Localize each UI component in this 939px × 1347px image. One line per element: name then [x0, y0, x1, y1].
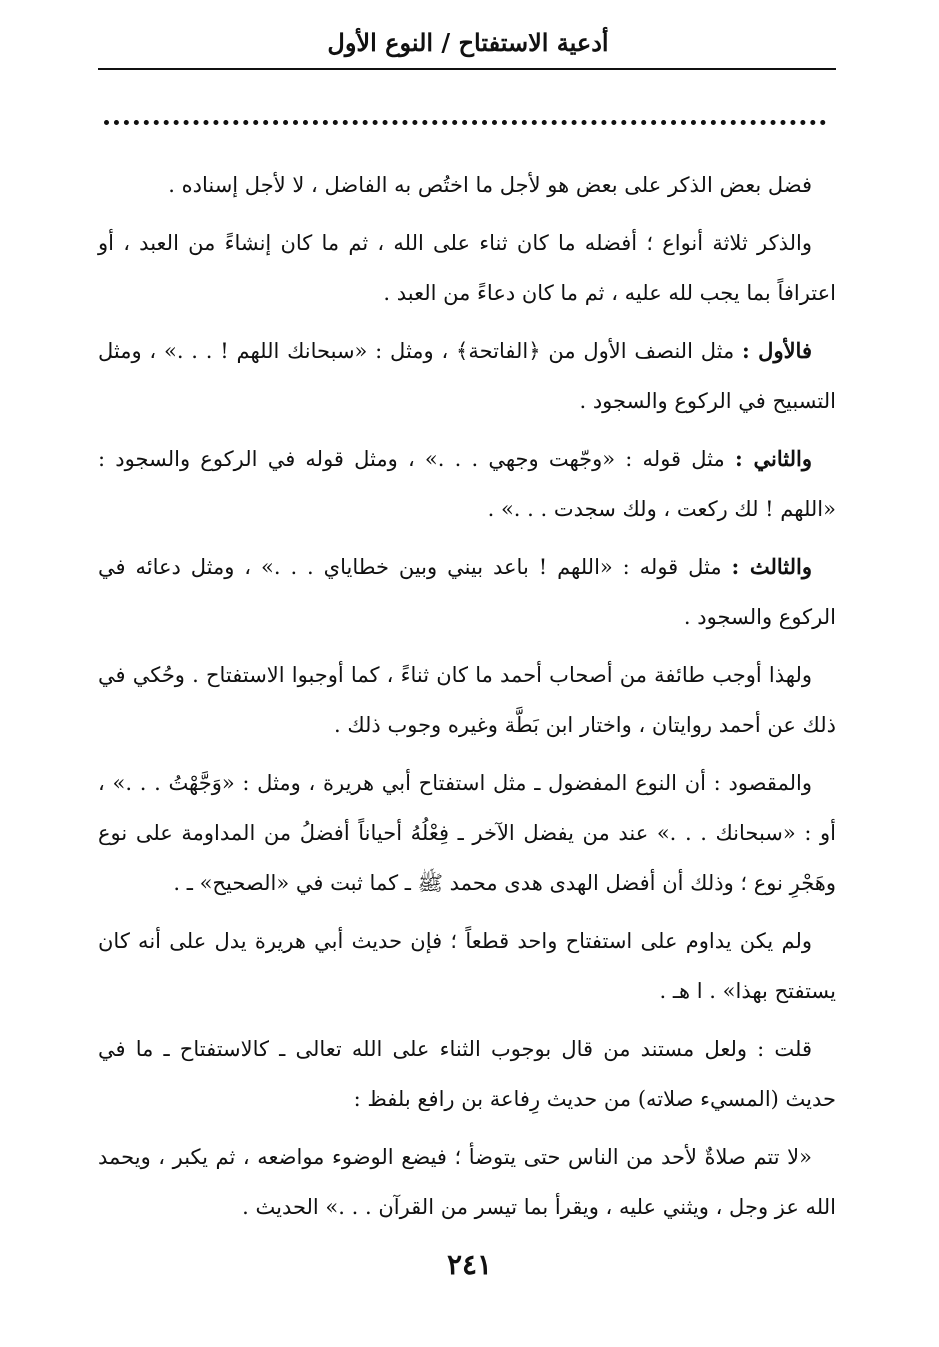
- paragraph-text: قلت : ولعل مستند من قال بوجوب الثناء على الله تعالى ـ كالاستفتاح ـ ما في حديث (المسيء صلاته) من حديث رِفاعة بن رافع بلفظ :: [98, 1037, 836, 1111]
- running-header-title: أدعية الاستفتاح / النوع الأول: [327, 28, 609, 57]
- paragraph-text: مثل النصف الأول من ﴿الفاتحة﴾ ، ومثل : «سبحانك اللهم ! . . .» ، ومثل التسبيح في الركوع والسجود .: [98, 339, 836, 413]
- paragraph-lead: والثاني :: [734, 446, 812, 471]
- paragraph-4: [98, 434, 836, 534]
- page-number: ٢٤١: [446, 1248, 493, 1281]
- paragraph-7: [98, 758, 836, 908]
- paragraph-text: مثل قوله : «اللهم ! باعد بيني وبين خطاياي . . .» ، ومثل دعائه في الركوع والسجود .: [98, 555, 836, 629]
- page-body: [98, 160, 836, 1240]
- paragraph-lead: والثالث :: [731, 554, 812, 579]
- dotted-separator: [104, 120, 826, 125]
- paragraph-5: [98, 542, 836, 642]
- paragraph-text: فضل بعض الذكر على بعض هو لأجل ما اختُص به الفاضل ، لا لأجل إسناده .: [168, 173, 812, 197]
- paragraph-lead: فالأول :: [742, 338, 812, 363]
- paragraph-1: [98, 160, 836, 210]
- paragraph-text: ولم يكن يداوم على استفتاح واحد قطعاً ؛ فإن حديث أبي هريرة يدل على أنه كان يستفتح بهذا» . ا هـ .: [98, 929, 836, 1003]
- paragraph-text: «لا تتم صلاةٌ لأحد من الناس حتى يتوضأ ؛ فيضع الوضوء مواضعه ، ثم يكبر ، ويحمد الله عز وجل ، ويثني عليه ، ويقرأ بما تيسر من القرآن . . .» الحديث .: [98, 1145, 836, 1219]
- paragraph-text: مثل قوله : «وجّهت وجهي . . .» ، ومثل قوله في الركوع والسجود : «اللهم ! لك ركعت ، ولك سجدت . . .» .: [98, 447, 836, 521]
- paragraph-text: والمقصود : أن النوع المفضول ـ مثل استفتاح أبي هريرة ، ومثل : «وَجَّهْتُ . . .» ، أو : «سبحانك . . .» عند من يفضل الآخر ـ فِعْلُهُ أحياناً أفضلُ من المداومة على نوع وهَجْرِ نوع ؛ وذلك أن أفضل الهدى هدى محمد ﷺ ـ كما ثبت في «الصحيح» ـ .: [98, 771, 836, 895]
- paragraph-text: ولهذا أوجب طائفة من أصحاب أحمد ما كان ثناءً ، كما أوجبوا الاستفتاح . وحُكي في ذلك عن أحمد روايتان ، واختار ابن بَطَّة وغيره وجوب ذلك .: [98, 663, 836, 737]
- header-rule: [98, 68, 836, 70]
- paragraph-text: والذكر ثلاثة أنواع ؛ أفضله ما كان ثناء على الله ، ثم ما كان إنشاءً من العبد ، أو اعترافاً بما يجب لله عليه ، ثم ما كان دعاءً من العبد .: [98, 231, 836, 305]
- paragraph-6: [98, 650, 836, 750]
- paragraph-8: [98, 916, 836, 1016]
- paragraph-9: [98, 1024, 836, 1124]
- paragraph-10: [98, 1132, 836, 1232]
- paragraph-3: [98, 326, 836, 426]
- paragraph-2: [98, 218, 836, 318]
